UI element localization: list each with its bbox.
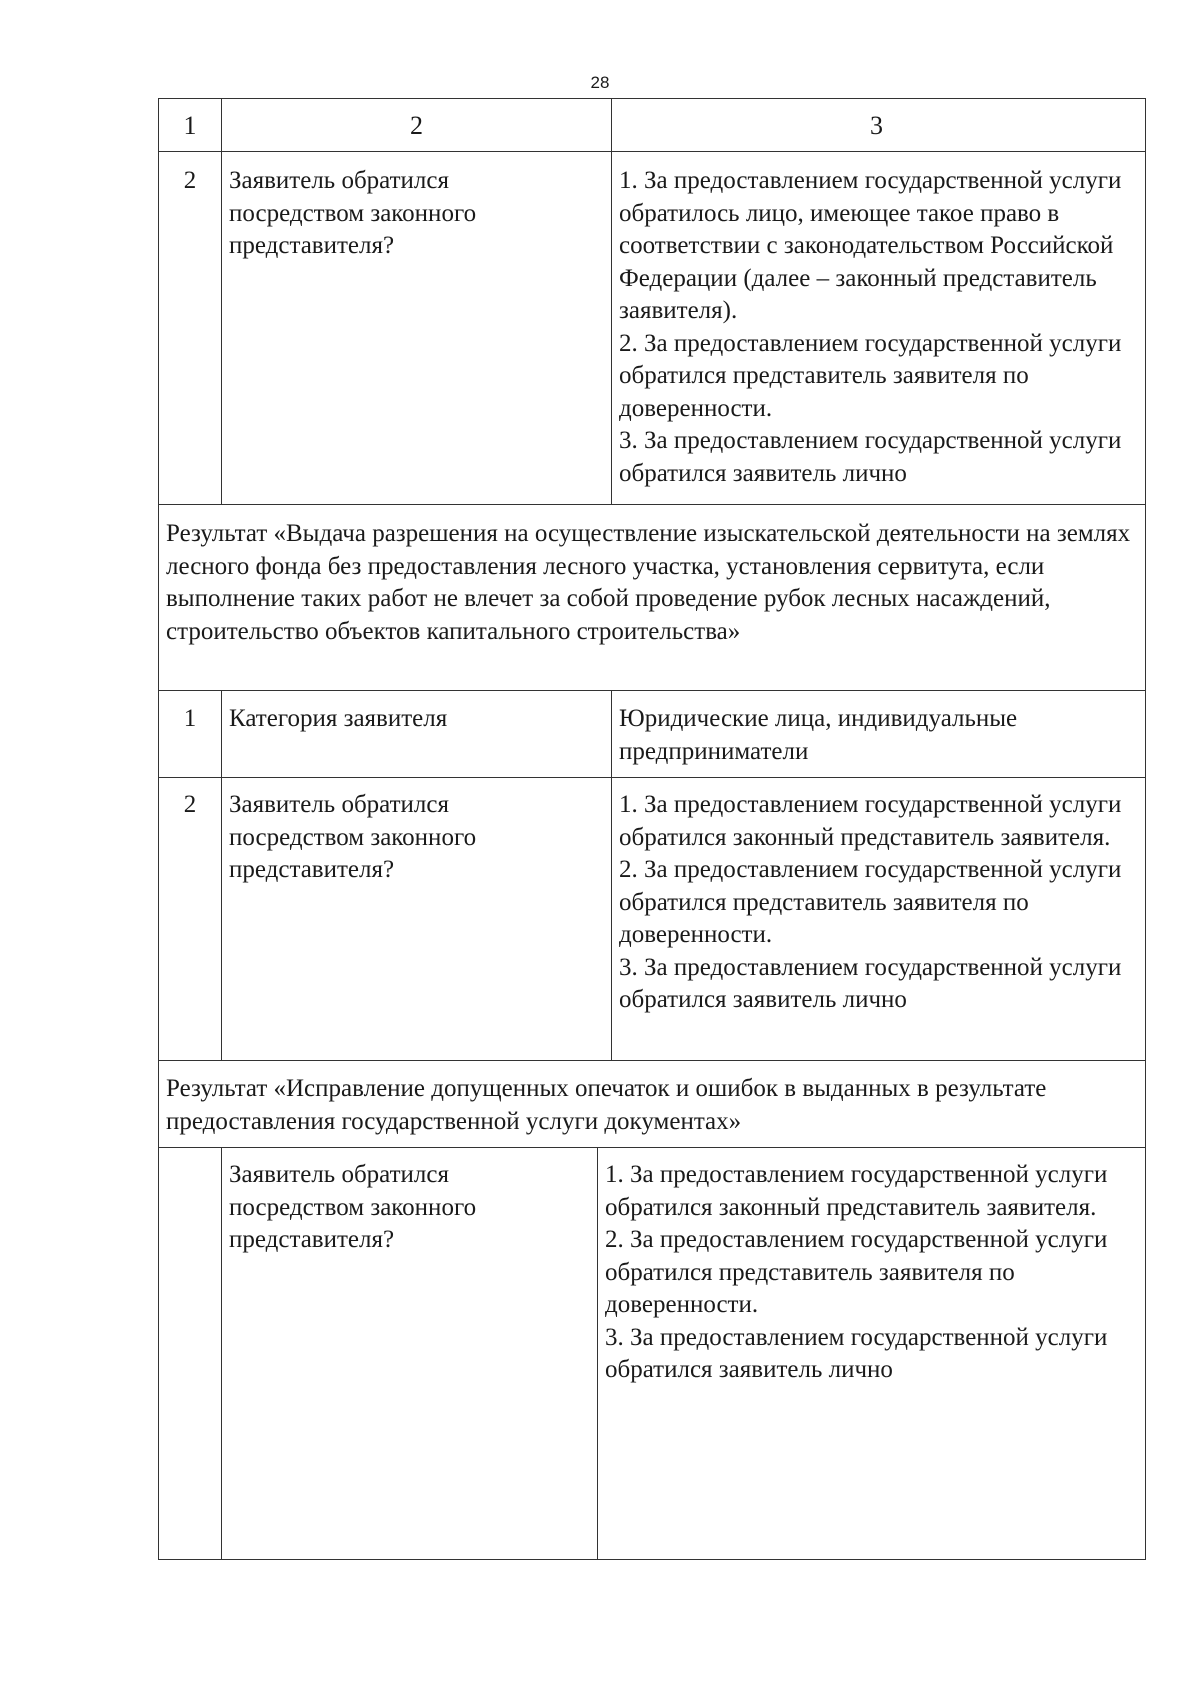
answer-item: 2. За предоставлением государственной услуги обратился представитель заявителя по доверенности. [619,329,1122,422]
row-answers [612,151,1145,504]
result-title: Результат «Исправление допущенных опечаток и ошибок в выданных в результате предоставления государственной услуги документах» [158,1060,1146,1148]
table-row [158,151,1146,505]
table-header-row [158,98,1146,152]
header-col-3: 3 [870,111,883,140]
answer-item: 1. За предоставлением государственной услуги обратился законный представитель заявителя. [619,791,1122,851]
answer-item: 1. За предоставлением государственной услуги обратился законный представитель заявителя. [605,1161,1108,1221]
result-title: Результат «Выдача разрешения на осуществление изыскательской деятельности на землях лесного фонда без предоставления лесного участка, установления сервитута, если выполнение таких работ не влечет за собой проведение рубок лесных насаждений, строительство объектов капитального строительства» [158,504,1146,691]
row-question: Заявитель обратился посредством законного представителя? [222,777,612,1060]
row-question: Категория заявителя [222,690,612,777]
page-number: 28 [590,73,610,92]
answer-item: 3. За предоставлением государственной услуги обратился заявитель лично [605,1323,1108,1383]
row-question: Заявитель обратился посредством законного представителя? [222,151,612,504]
row-number: 2 [159,151,222,504]
row-question: Заявитель обратился посредством законного представителя? [222,1147,598,1559]
row-number [159,1147,222,1559]
answer-item: 3. За предоставлением государственной услуги обратился заявитель лично [619,953,1122,1013]
answer-item: 2. За предоставлением государственной услуги обратился представитель заявителя по доверенности. [619,856,1122,948]
row-number: 1 [159,690,222,777]
header-col-1: 1 [159,99,222,151]
answer-item: 2. За предоставлением государственной услуги обратился представитель заявителя по доверенности. [605,1226,1108,1318]
table-row [158,690,1146,778]
answer-item: 3. За предоставлением государственной услуги обратился заявитель лично [619,427,1122,487]
header-col-2: 2 [222,99,612,151]
table-row [158,1147,1146,1560]
row-answers [612,777,1145,1060]
table-row [158,777,1146,1061]
answer-item: 1. За предоставлением государственной услуги обратилось лицо, имеющее такое право в соответствии с законодательством Российской Федерации (далее – законный представитель заявителя). [619,167,1122,324]
row-number: 2 [159,777,222,1060]
row-answers [598,1147,1145,1559]
row-answer: Юридические лица, индивидуальные предприниматели [619,705,1018,765]
